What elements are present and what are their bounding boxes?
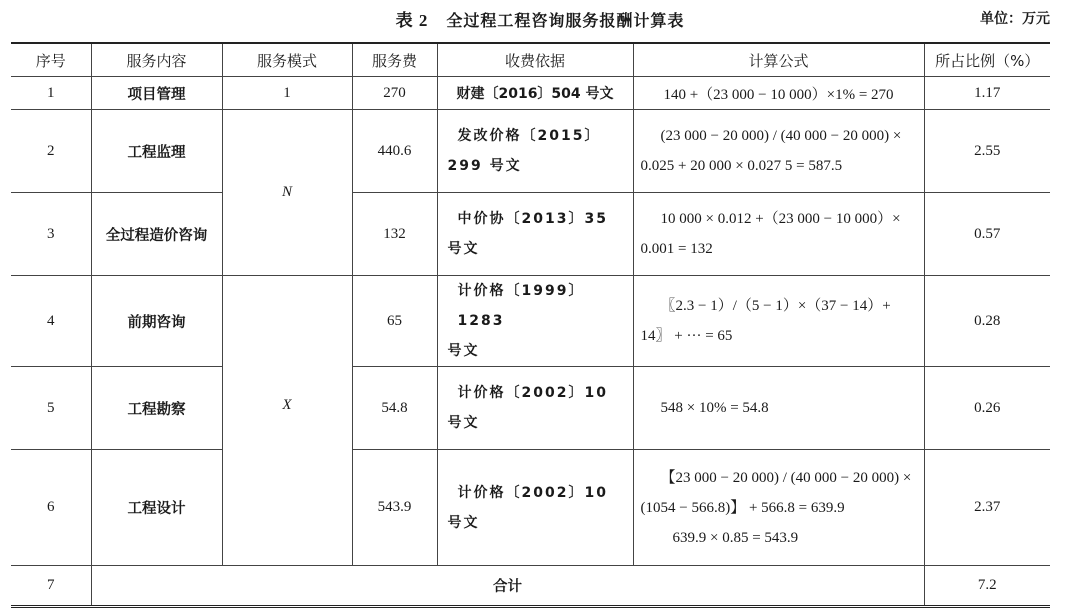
cell-ratio: 1.17 bbox=[924, 77, 1050, 110]
table-title-text: 全过程工程咨询服务报酬计算表 bbox=[446, 11, 685, 30]
cell-no: 3 bbox=[11, 193, 91, 276]
formula-line: (23 000 − 20 000) / (40 000 − 20 000) × bbox=[660, 128, 902, 144]
cell-ratio: 0.57 bbox=[924, 193, 1050, 276]
fee-calculation-table bbox=[11, 42, 1050, 608]
col-header-formula: 计算公式 bbox=[633, 43, 924, 77]
basis-line: 发改价格〔2015〕 bbox=[457, 128, 601, 144]
cell-fee: 54.8 bbox=[352, 367, 437, 450]
formula-line: 548 × 10% = 54.8 bbox=[660, 400, 769, 416]
cell-formula bbox=[633, 276, 924, 367]
formula-line: (1054 − 566.8)】 + 566.8 = 639.9 bbox=[640, 499, 845, 516]
col-header-fee: 服务费 bbox=[352, 43, 437, 77]
cell-formula bbox=[633, 450, 924, 566]
col-header-no: 序号 bbox=[11, 43, 91, 77]
table-row bbox=[11, 77, 1050, 110]
cell-fee: 543.9 bbox=[352, 450, 437, 566]
cell-content: 工程设计 bbox=[91, 450, 222, 566]
cell-basis bbox=[437, 193, 633, 276]
table-number: 表 2 bbox=[395, 11, 429, 30]
cell-content: 前期咨询 bbox=[91, 276, 222, 367]
cell-no: 7 bbox=[11, 566, 91, 607]
table-row bbox=[11, 450, 1050, 566]
total-row bbox=[11, 566, 1050, 607]
col-header-mode: 服务模式 bbox=[222, 43, 352, 77]
cell-ratio: 2.55 bbox=[924, 110, 1050, 193]
basis-line: 号文 bbox=[447, 415, 480, 431]
cell-basis bbox=[437, 276, 633, 367]
cell-mode: 1 bbox=[222, 77, 352, 110]
cell-formula bbox=[633, 110, 924, 193]
total-label: 合计 bbox=[91, 566, 924, 607]
cell-fee: 132 bbox=[352, 193, 437, 276]
table-row bbox=[11, 110, 1050, 193]
cell-ratio: 0.28 bbox=[924, 276, 1050, 367]
table-row bbox=[11, 276, 1050, 367]
cell-no: 2 bbox=[11, 110, 91, 193]
col-header-basis: 收费依据 bbox=[437, 43, 633, 77]
cell-no: 1 bbox=[11, 77, 91, 110]
cell-mode-merged: N bbox=[222, 110, 352, 276]
cell-mode-merged: X bbox=[222, 276, 352, 566]
basis-line: 号文 bbox=[447, 514, 480, 531]
col-header-content: 服务内容 bbox=[91, 43, 222, 77]
cell-ratio: 2.37 bbox=[924, 450, 1050, 566]
cell-no: 4 bbox=[11, 276, 91, 367]
cell-content: 工程监理 bbox=[91, 110, 222, 193]
cell-ratio: 7.2 bbox=[924, 566, 1050, 607]
cell-formula bbox=[633, 367, 924, 450]
cell-basis bbox=[437, 367, 633, 450]
cell-fee: 270 bbox=[352, 77, 437, 110]
cell-basis bbox=[437, 110, 633, 193]
unit-label: 单位：万元 bbox=[980, 11, 1050, 27]
table-row bbox=[11, 367, 1050, 450]
table-title bbox=[0, 6, 1080, 31]
cell-fee: 440.6 bbox=[352, 110, 437, 193]
header-row bbox=[11, 43, 1050, 77]
basis-line: 计价格〔2002〕10 bbox=[457, 484, 608, 501]
formula-line: 【23 000 − 20 000) / (40 000 − 20 000) × bbox=[660, 469, 912, 486]
cell-content: 项目管理 bbox=[91, 77, 222, 110]
formula-line: 〖2.3 − 1）/（5 − 1）×（37 − 14）+ bbox=[660, 298, 891, 314]
basis-line: 计价格〔2002〕10 bbox=[457, 385, 608, 401]
table-row bbox=[11, 193, 1050, 276]
formula-line: 14〗 + ··· = 65 bbox=[640, 328, 733, 344]
cell-ratio: 0.26 bbox=[924, 367, 1050, 450]
cell-formula: 140 +（23 000 − 10 000）×1% = 270 bbox=[633, 77, 924, 110]
cell-content: 工程勘察 bbox=[91, 367, 222, 450]
basis-line: 中价协〔2013〕35 bbox=[457, 211, 608, 227]
basis-line: 299 号文 bbox=[447, 158, 522, 174]
cell-content: 全过程造价咨询 bbox=[91, 193, 222, 276]
cell-no: 6 bbox=[11, 450, 91, 566]
cell-no: 5 bbox=[11, 367, 91, 450]
col-header-ratio: 所占比例（%） bbox=[924, 43, 1050, 77]
cell-formula bbox=[633, 193, 924, 276]
formula-line: 639.9 × 0.85 = 543.9 bbox=[672, 529, 799, 546]
formula-line: 10 000 × 0.012 +（23 000 − 10 000）× bbox=[660, 211, 901, 227]
cell-basis: 财建〔2016〕504 号文 bbox=[437, 77, 633, 110]
cell-fee: 65 bbox=[352, 276, 437, 367]
basis-line: 号文 bbox=[447, 343, 480, 359]
basis-line: 计价格〔1999〕1283 bbox=[457, 283, 585, 329]
formula-line: 0.025 + 20 000 × 0.027 5 = 587.5 bbox=[640, 158, 843, 174]
cell-basis bbox=[437, 450, 633, 566]
basis-line: 号文 bbox=[447, 241, 480, 257]
formula-line: 0.001 = 132 bbox=[640, 241, 713, 257]
